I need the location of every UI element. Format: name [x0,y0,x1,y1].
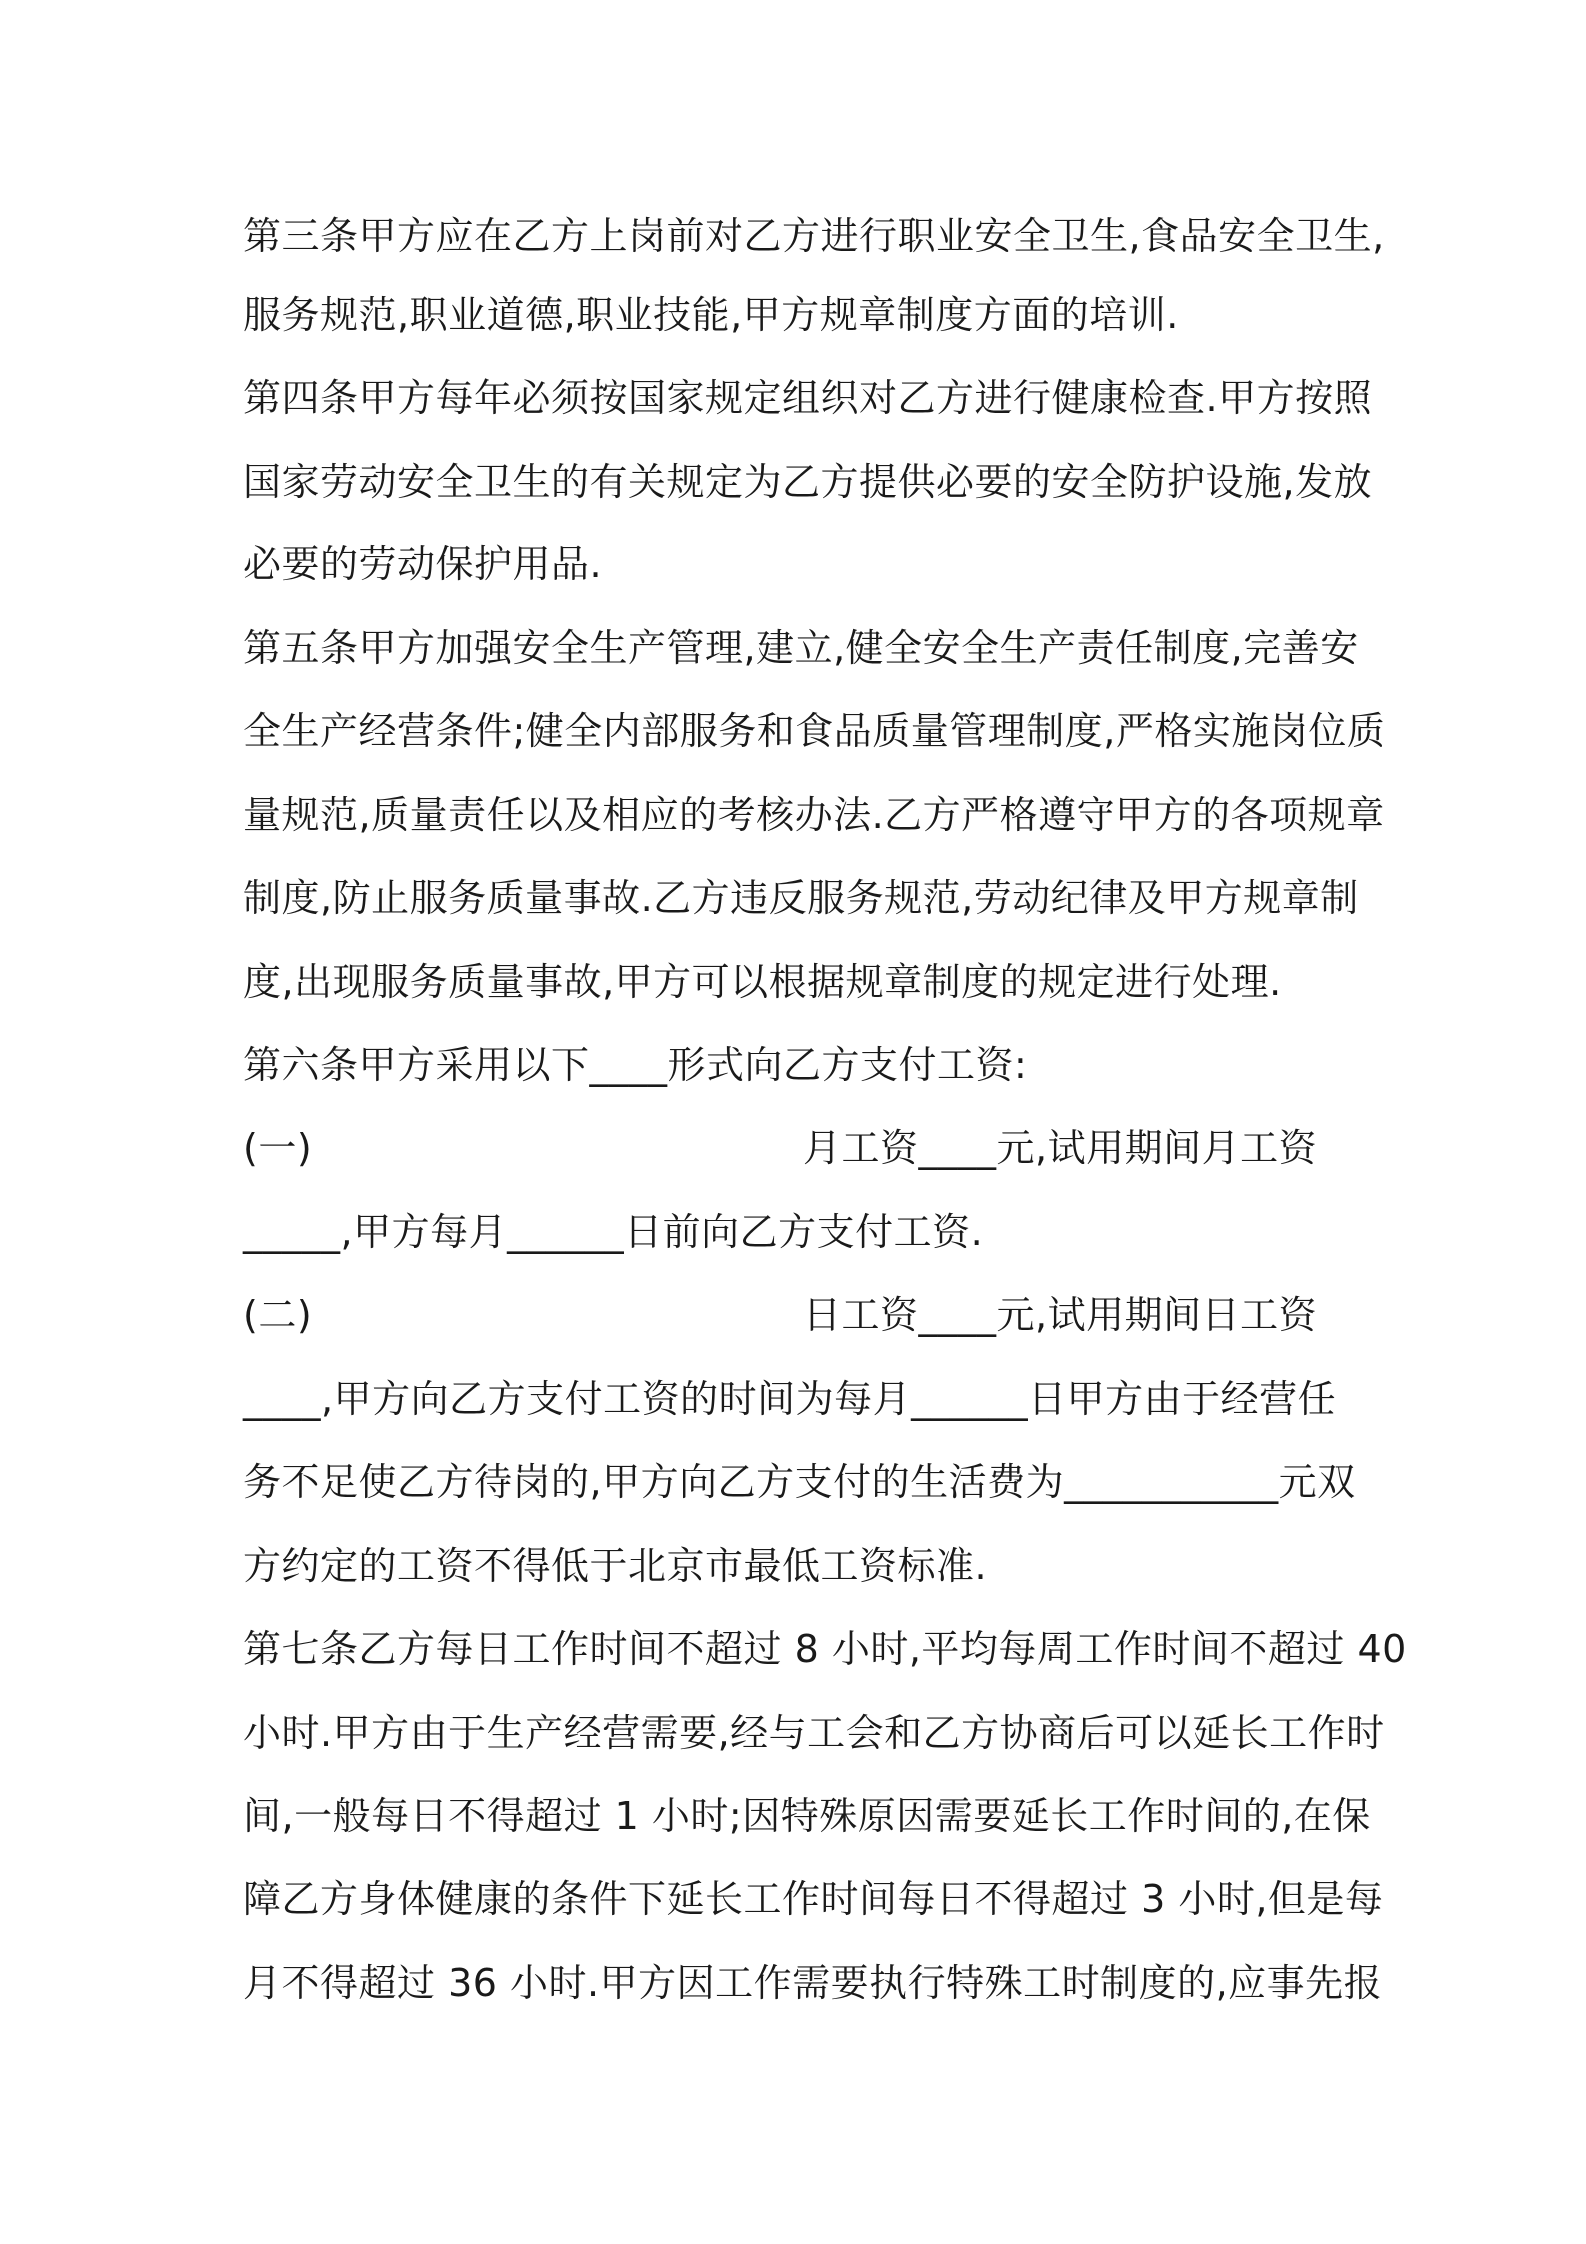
wage-item-2-marker: (二) [243,1293,313,1337]
wage-item-2 [243,1273,1363,1357]
text-line: 第六条甲方采用以下____形式向乙方支付工资: [243,1043,1028,1087]
wage-item-1 [243,1106,1363,1190]
text-line: 服务规范,职业道德,职业技能,甲方规章制度方面的培训. [243,293,1179,337]
text-line: _____,甲方每月______日前向乙方支付工资. [243,1210,984,1254]
text-line: 量规范,质量责任以及相应的考核办法.乙方严格遵守甲方的各项规章 [243,793,1385,837]
text-line: 制度,防止服务质量事故.乙方违反服务规范,劳动纪律及甲方规章制 [243,876,1359,920]
wage-item-1-marker: (一) [243,1126,313,1170]
text-line: 务不足使乙方待岗的,甲方向乙方支付的生活费为___________元双 [243,1460,1356,1504]
text-line: 全生产经营条件;健全内部服务和食品质量管理制度,严格实施岗位质 [243,709,1386,753]
text-line: 障乙方身体健康的条件下延长工作时间每日不得超过 3 小时,但是每 [243,1877,1384,1921]
text-line: 国家劳动安全卫生的有关规定为乙方提供必要的安全防护设施,发放 [243,460,1373,504]
wage-item-2-text: 日工资____元,试用期间日工资 [803,1293,1318,1337]
text-line: 方约定的工资不得低于北京市最低工资标准. [243,1544,988,1588]
text-line: 小时.甲方由于生产经营需要,经与工会和乙方协商后可以延长工作时 [243,1711,1385,1755]
text-line: 度,出现服务质量事故,甲方可以根据规章制度的规定进行处理. [243,960,1282,1004]
text-line: 第三条甲方应在乙方上岗前对乙方进行职业安全卫生,食品安全卫生, [243,214,1385,258]
text-line: 月不得超过 36 小时.甲方因工作需要执行特殊工时制度的,应事先报 [243,1961,1383,2005]
text-line: 间,一般每日不得超过 1 小时;因特殊原因需要延长工作时间的,在保 [243,1794,1371,1838]
text-line: 第四条甲方每年必须按国家规定组织对乙方进行健康检查.甲方按照 [243,376,1373,420]
text-line: 第七条乙方每日工作时间不超过 8 小时,平均每周工作时间不超过 40 [243,1627,1407,1671]
text-line: 第五条甲方加强安全生产管理,建立,健全安全生产责任制度,完善安 [243,626,1359,670]
text-line: 必要的劳动保护用品. [243,542,603,586]
text-line: ____,甲方向乙方支付工资的时间为每月______日甲方由于经营任 [243,1377,1337,1421]
wage-item-1-text: 月工资____元,试用期间月工资 [803,1126,1318,1170]
